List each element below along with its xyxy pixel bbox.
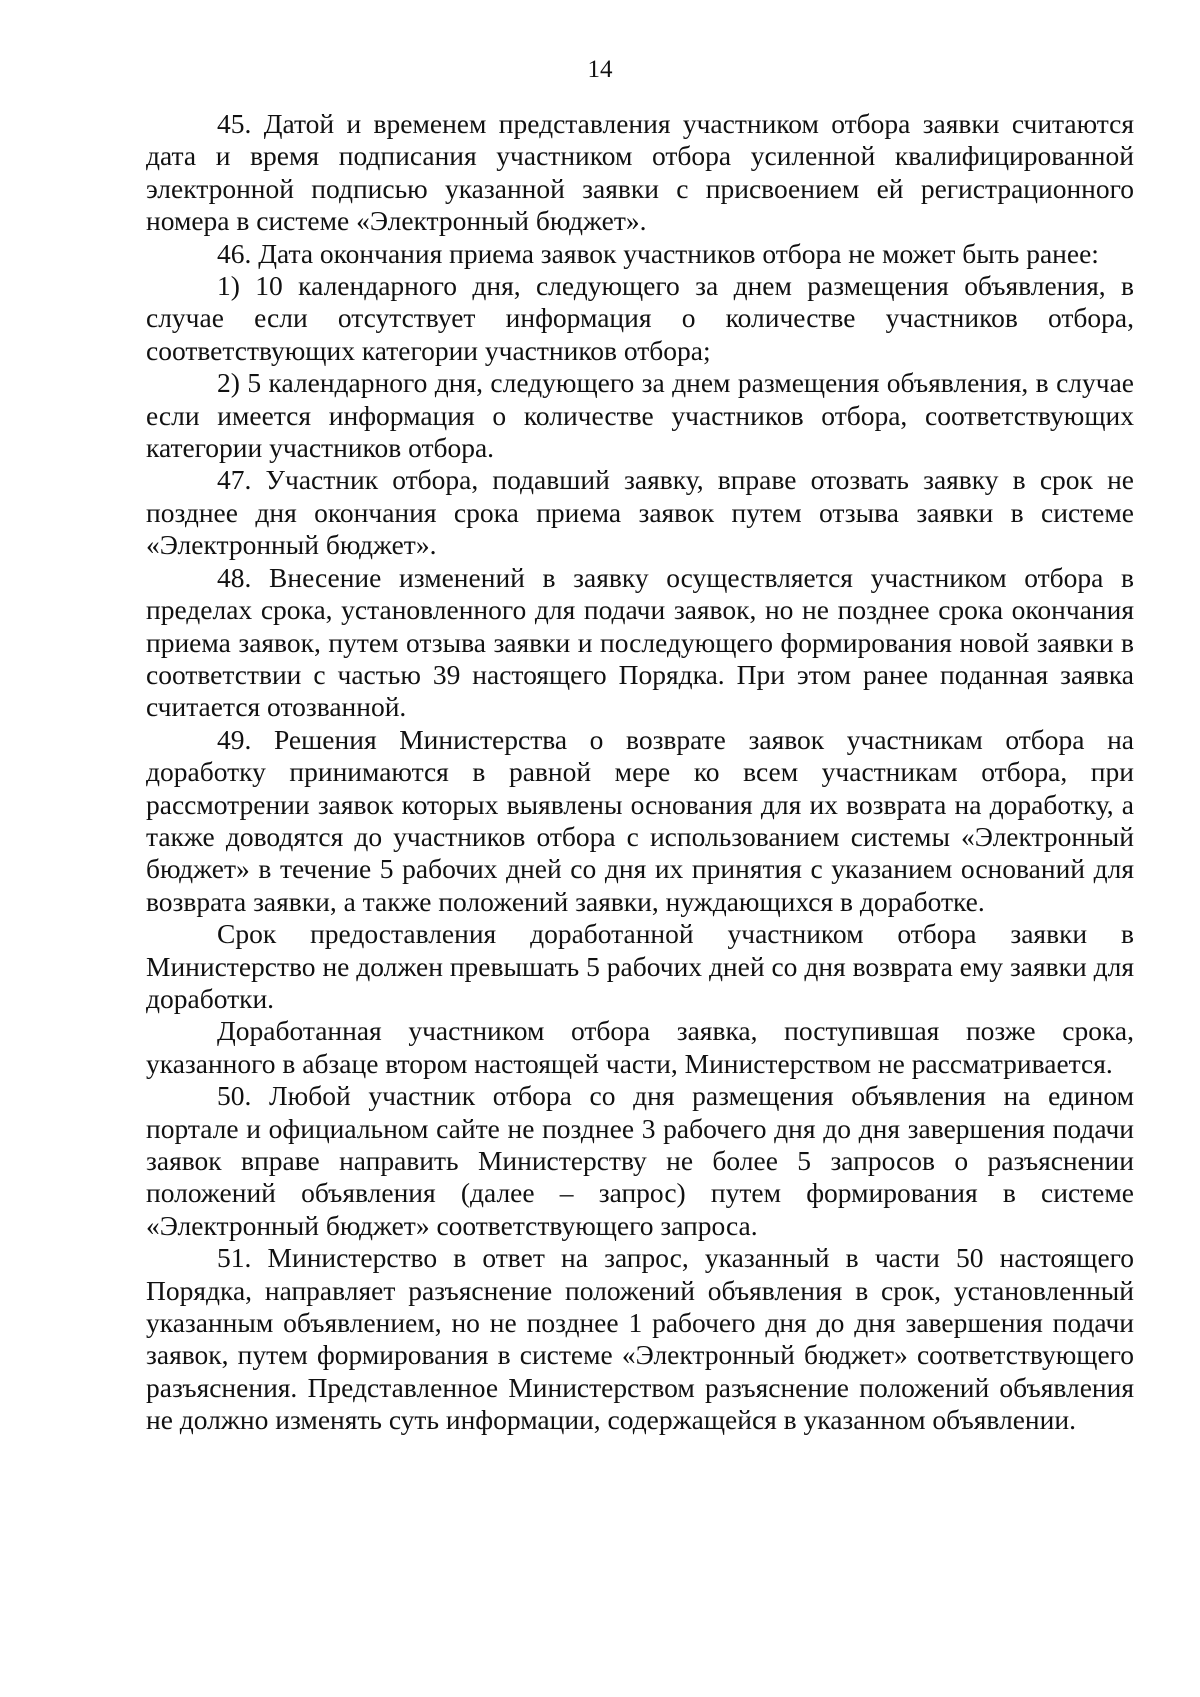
paragraph-47: 47. Участник отбора, подавший заявку, вправе отозвать заявку в срок не позднее дня окончания срока приема заявок путем отзыва заявки в системе «Электронный бюджет».: [146, 464, 1134, 561]
paragraph-46-item-2: 2) 5 календарного дня, следующего за днем размещения объявления, в случае если имеется информация о количестве участников отбора, соответствующих категории участников отбора.: [146, 367, 1134, 464]
paragraph-45: 45. Датой и временем представления участником отбора заявки считаются дата и время подписания участником отбора усиленной квалифицированной электронной подписью указанной заявки с присвоением ей регистрационного номера в системе «Электронный бюджет».: [146, 108, 1134, 237]
paragraph-51: 51. Министерство в ответ на запрос, указанный в части 50 настоящего Порядка, направляет разъяснение положений объявления в срок, установленный указанным объявлением, но не позднее 1 рабочего дня до дня завершения подачи заявок, путем формирования в системе «Электронный бюджет» соответствующего разъяснения. Представленное Министерством разъяснение положений объявления не должно изменять суть информации, содержащейся в указанном объявлении.: [146, 1242, 1134, 1436]
page-number: 14: [587, 56, 613, 83]
paragraph-49-second: Срок предоставления доработанной участником отбора заявки в Министерство не должен превышать 5 рабочих дней со дня возврата ему заявки для доработки.: [146, 918, 1134, 1014]
paragraph-48: 48. Внесение изменений в заявку осуществляется участником отбора в пределах срока, установленного для подачи заявок, но не позднее срока окончания приема заявок, путем отзыва заявки и последующего формирования новой заявки в соответствии с частью 39 настоящего Порядка. При этом ранее поданная заявка считается отозванной.: [146, 561, 1134, 723]
paragraph-46-item-1: 1) 10 календарного дня, следующего за днем размещения объявления, в случае если отсутствует информация о количестве участников отбора, соответствующих категории участников отбора;: [146, 270, 1134, 366]
paragraph-50: 50. Любой участник отбора со дня размещения объявления на едином портале и официальном сайте не позднее 3 рабочего дня до дня завершения подачи заявок вправе направить Министерству не более 5 запросов о разъяснении положений объявления (далее – запрос) путем формирования в системе «Электронный бюджет» соответствующего запроса.: [146, 1080, 1134, 1241]
document-body: [146, 108, 1134, 1437]
paragraph-46: 46. Дата окончания приема заявок участников отбора не может быть ранее:: [217, 237, 1099, 269]
paragraph-49: 49. Решения Министерства о возврате заявок участникам отбора на доработку принимаются в равной мере ко всем участникам отбора, при рассмотрении заявок которых выявлены основания для их возврата на доработку, а также доводятся до участников отбора с использованием системы «Электронный бюджет» в течение 5 рабочих дней со дня их принятия с указанием оснований для возврата заявки, а также положений заявки, нуждающихся в доработке.: [146, 723, 1134, 917]
paragraph-49-third: Доработанная участником отбора заявка, поступившая позже срока, указанного в абзаце втором настоящей части, Министерством не рассматривается.: [146, 1015, 1134, 1079]
